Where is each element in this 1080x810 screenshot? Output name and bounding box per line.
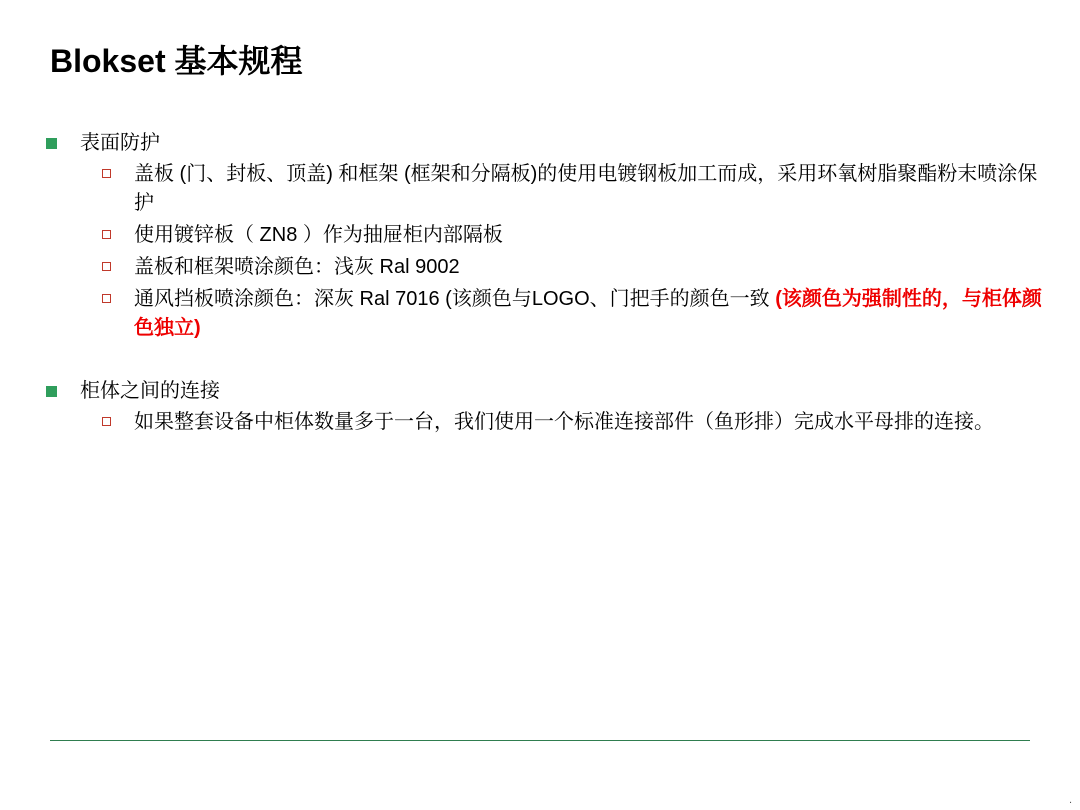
footer-mark: . xyxy=(1068,794,1072,806)
bullet-level2-label: 如果整套设备中柜体数量多于一台，我们使用一个标准连接部件（鱼形排）完成水平母排的连接。 xyxy=(134,411,994,433)
hollow-square-bullet-icon xyxy=(102,230,111,239)
bullet-level1-label: 表面防护 xyxy=(80,132,160,154)
bullet-level2 xyxy=(44,160,1044,218)
square-bullet-icon xyxy=(46,386,57,397)
footer-divider xyxy=(50,740,1030,741)
hollow-square-bullet-icon xyxy=(102,294,111,303)
hollow-square-bullet-icon xyxy=(102,169,111,178)
bullet-level2-label: 通风挡板喷涂颜色：深灰 Ral 7016 (该颜色与LOGO、门把手的颜色一致 xyxy=(134,288,776,310)
bullet-level2 xyxy=(44,408,1044,437)
bullet-level2 xyxy=(44,253,1044,282)
bullet-level1-label: 柜体之间的连接 xyxy=(80,380,220,402)
bullet-level2-label: 盖板和框架喷涂颜色：浅灰 Ral 9002 xyxy=(134,256,460,278)
bullet-level2-highlight: (该颜色为强制性的，与柜体颜色独立) xyxy=(134,288,1042,339)
bullet-level2-label: 盖板 (门、封板、顶盖) 和框架 (框架和分隔板)的使用电镀钢板加工而成，采用环氧树脂聚酯粉末喷涂保护 xyxy=(134,163,1038,214)
section-spacer xyxy=(44,346,1044,376)
hollow-square-bullet-icon xyxy=(102,417,111,426)
bullet-level2-label: 使用镀锌板（ ZN8 ）作为抽屉柜内部隔板 xyxy=(134,224,503,246)
bullet-level1 xyxy=(44,376,1044,406)
square-bullet-icon xyxy=(46,138,57,149)
bullet-level2 xyxy=(44,221,1044,250)
bullet-level2 xyxy=(44,285,1044,343)
bullet-level1 xyxy=(44,128,1044,158)
page-title: Blokset 基本规程 xyxy=(50,43,303,79)
hollow-square-bullet-icon xyxy=(102,262,111,271)
slide-body xyxy=(44,128,1044,440)
